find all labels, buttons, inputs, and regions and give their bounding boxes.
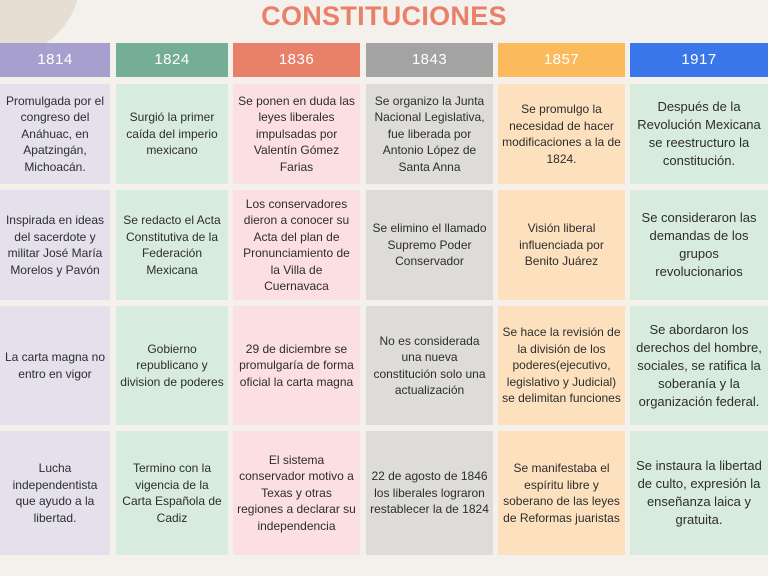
cell-text: Se organizo la Junta Nacional Legislativa, fue liberada por Antonio López de Santa Anna bbox=[374, 93, 485, 174]
table-cell bbox=[233, 190, 360, 300]
cell-text: Se consideraron las demandas de los grupos revolucionarios bbox=[641, 210, 757, 279]
cell-text: Promulgada por el congreso del Anáhuac, en Apatzingán, Michoacán. bbox=[5, 93, 105, 174]
table-cell bbox=[498, 431, 625, 555]
cell-text: Gobierno republicano y division de poderes bbox=[120, 341, 224, 389]
table-cell bbox=[366, 306, 493, 425]
year-header: 1917 bbox=[630, 43, 768, 77]
cell-text: No es considerada una nueva constitución solo una actualización bbox=[373, 333, 486, 397]
table-cell bbox=[0, 431, 110, 555]
cell-text: Lucha independentista que ayudo a la libertad. bbox=[12, 461, 98, 525]
table-cell bbox=[630, 306, 768, 425]
cell-text: Se hace la revisión de la división de los poderes(ejecutivo, legislativo y Judicial) se delimitan funciones bbox=[502, 325, 621, 406]
cell-text: Después de la Revolución Mexicana se reestructuro la constitución. bbox=[637, 99, 761, 168]
table-cell bbox=[233, 431, 360, 555]
cell-text: Se abordaron los derechos del hombre, sociales, se ratifica la soberanía y la organización federal. bbox=[636, 321, 762, 409]
cell-text: Termino con la vigencia de la Carta Española de Cadiz bbox=[122, 461, 222, 525]
year-header: 1814 bbox=[0, 43, 110, 77]
table-cell bbox=[498, 190, 625, 300]
cell-text: Inspirada en ideas del sacerdote y militar José María Morelos y Pavón bbox=[5, 213, 105, 277]
cell-text: Se elimino el llamado Supremo Poder Conservador bbox=[372, 221, 487, 269]
page-title: CONSTITUCIONES bbox=[261, 1, 507, 31]
table-cell bbox=[116, 431, 228, 555]
cell-text: El sistema conservador motivo a Texas y otras regiones a declarar su independencia bbox=[237, 452, 356, 533]
cell-text: Se ponen en duda las leyes liberales impulsadas por Valentín Gómez Farias bbox=[238, 93, 355, 174]
cell-text: Se redacto el Acta Constitutiva de la Federación Mexicana bbox=[123, 213, 221, 277]
table-cell bbox=[233, 306, 360, 425]
table-cell bbox=[366, 431, 493, 555]
table-cell bbox=[366, 84, 493, 184]
table-cell bbox=[498, 306, 625, 425]
cell-text: Se promulgo la necesidad de hacer modificaciones a la de 1824. bbox=[502, 102, 621, 166]
table-cell bbox=[0, 190, 110, 300]
year-header: 1857 bbox=[498, 43, 625, 77]
table-cell bbox=[630, 431, 768, 555]
table-cell bbox=[498, 84, 625, 184]
cell-text: Surgió la primer caída del imperio mexicano bbox=[126, 110, 218, 158]
table-cell bbox=[0, 84, 110, 184]
cell-text: Los conservadores dieron a conocer su Acta del plan de Pronunciamiento de la Villa de Cuernavaca bbox=[243, 196, 350, 293]
year-header: 1824 bbox=[116, 43, 228, 77]
cell-text: La carta magna no entro en vigor bbox=[4, 350, 106, 381]
table-cell bbox=[0, 306, 110, 425]
cell-text: Se instaura la libertad de culto, expresión la enseñanza laica y gratuita. bbox=[636, 458, 762, 527]
cell-text: Se manifestaba el espíritu libre y soberano de las leyes de Reformas juaristas bbox=[503, 461, 620, 525]
cell-text: 22 de agosto de 1846 los liberales lograron restablecer la de 1824 bbox=[370, 469, 489, 517]
year-header: 1836 bbox=[233, 43, 360, 77]
table-cell bbox=[630, 84, 768, 184]
table-cell bbox=[116, 190, 228, 300]
cell-text: Visión liberal influenciada por Benito Juárez bbox=[519, 221, 604, 269]
table-cell bbox=[366, 190, 493, 300]
table-cell bbox=[630, 190, 768, 300]
table-cell bbox=[233, 84, 360, 184]
year-header: 1843 bbox=[366, 43, 493, 77]
table-cell bbox=[116, 84, 228, 184]
table-cell bbox=[116, 306, 228, 425]
cell-text: 29 de diciembre se promulgaría de forma oficial la carta magna bbox=[239, 341, 354, 389]
